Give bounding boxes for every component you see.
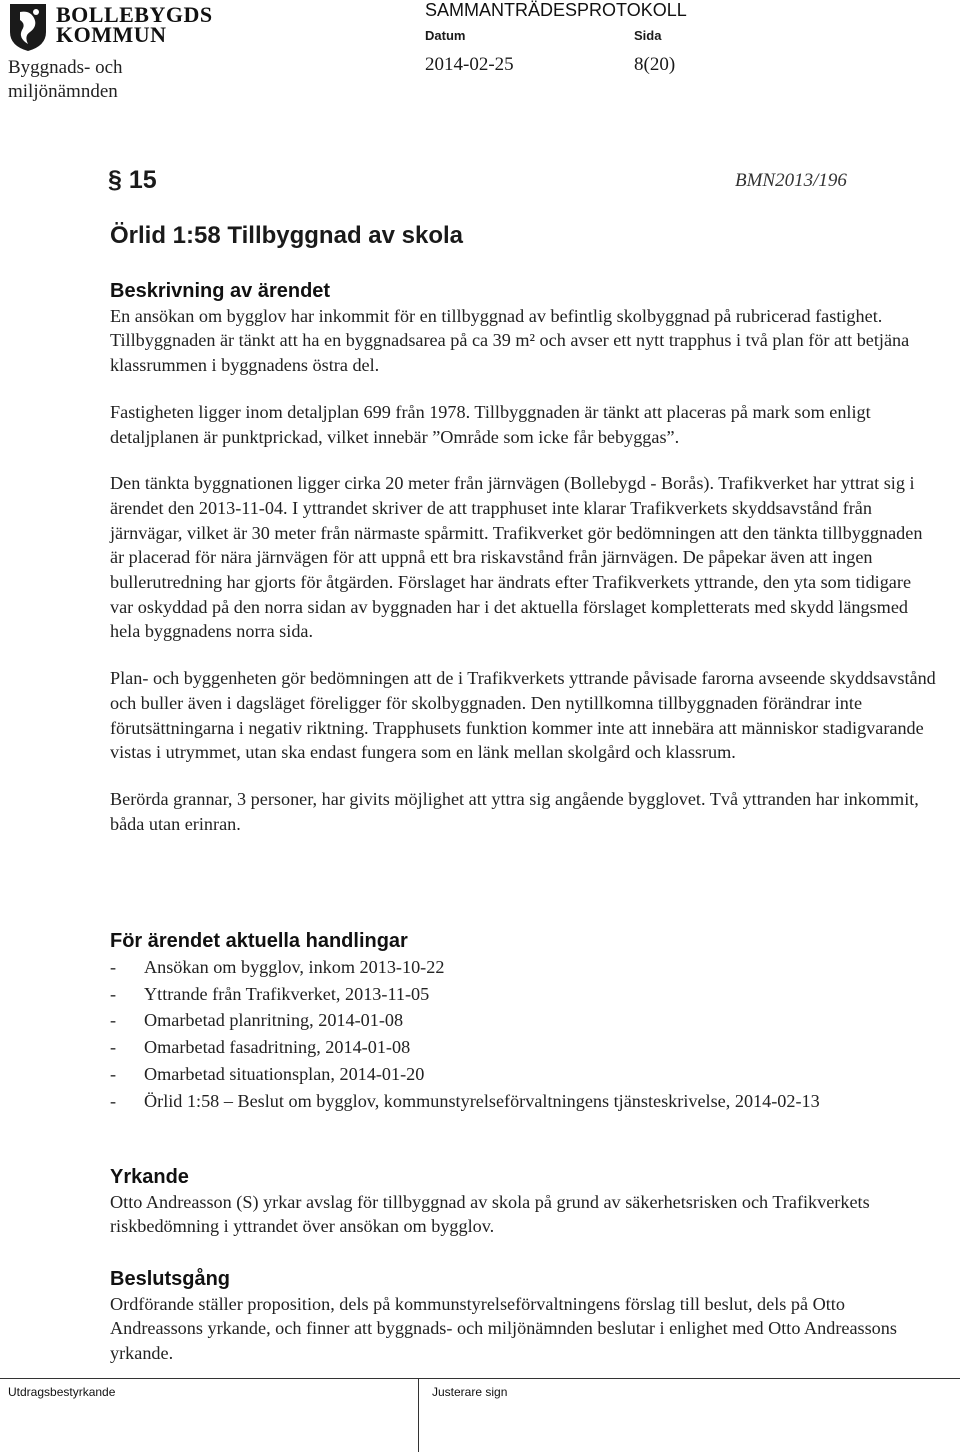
description-paragraph-3: Den tänkta byggnationen ligger cirka 20 meter från järnvägen (Bollebygd - Borås). Trafikverket har yttrat sig i ärendet den 2013-11-04. I yttrandet skriver de att trapphuset inte klarar Trafikverkets skyddsavstånd från järnvägar, vilket är 30 meter från närmaste spårmitt. Trafikverket gör bedömningen att den tänkta tillbyggnaden är placerad för nära järnvägen för att uppnå ett bra riskavstånd från järnvägen. De påpekar även att ingen bullerutredning har gjorts för åtgärden. Förslaget har ändrats efter Trafikverkets yttrande, den yta som tidigare var oskyddad på den norra sidan av byggnaden har i det aktuella förslaget kompletterats med skydd längsmed hela byggnadens norra sida. (110, 473, 923, 642)
adjuster-signature-label: Justerare sign (432, 1385, 508, 1399)
yrkande-text: Otto Andreasson (S) yrkar avslag för tillbyggnad av skola på grund av säkerhetsrisken och Trafikverkets riskbedömning i yttrandet över ansökan om bygglov. (110, 1191, 870, 1237)
committee-name-line1: Byggnads- och (8, 57, 123, 78)
list-item (110, 954, 936, 981)
page-value: 8(20) (634, 54, 676, 75)
beslutsgang-heading: Beslutsgång (110, 1268, 231, 1290)
list-item-text: Omarbetad planritning, 2014-01-08 (144, 1010, 404, 1031)
date-label: Datum (425, 28, 466, 43)
list-item (110, 981, 936, 1008)
committee-name (8, 56, 123, 104)
list-item (110, 1007, 936, 1034)
list-item (110, 1088, 936, 1115)
logo-text-line2: KOMMUN (56, 22, 167, 47)
date-value: 2014-02-25 (425, 54, 514, 75)
list-item (110, 1034, 936, 1061)
yrkande-heading: Yrkande (110, 1166, 189, 1188)
paragraph-number: § 15 (108, 166, 157, 194)
case-title: Örlid 1:58 Tillbyggnad av skola (110, 222, 464, 249)
list-dash: - (110, 1037, 117, 1058)
list-dash: - (110, 983, 117, 1004)
description-section (110, 279, 936, 836)
footer-divider (0, 1378, 960, 1379)
case-number: BMN2013/196 (735, 170, 847, 191)
description-paragraph-1: En ansökan om bygglov har inkommit för en tillbyggnad av befintlig skolbyggnad på rubricerad fastighet. Tillbyggnaden är tänkt att ha en byggnadsarea på ca 39 m² och avser ett nytt trapphus i två plan för att betjäna klassrummen i byggnadens östra del. (110, 305, 910, 376)
list-item-text: Omarbetad situationsplan, 2014-01-20 (144, 1063, 425, 1084)
committee-name-line2: miljönämnden (8, 81, 118, 102)
yrkande-section (110, 1165, 936, 1239)
description-paragraph-5: Berörda grannar, 3 personer, har givits möjlighet att yttra sig angående bygglovet. Två yttranden har inkommit, båda utan erinran. (110, 788, 919, 834)
documents-section (110, 929, 936, 1114)
protocol-title: SAMMANTRÄDESPROTOKOLL (425, 0, 687, 20)
municipality-crest-logo (8, 2, 48, 52)
documents-list (110, 954, 936, 1115)
list-dash: - (110, 1090, 117, 1111)
description-heading: Beskrivning av ärendet (110, 280, 331, 302)
description-paragraph-2: Fastigheten ligger inom detaljplan 699 från 1978. Tillbyggnaden är tänkt att placeras på mark som enligt detaljplanen är punktprickad, vilket innebär ”Område som icke får bebyggas”. (110, 401, 871, 447)
description-paragraph-4: Plan- och byggenheten gör bedömningen att de i Trafikverkets yttrande påvisade farorna avseende skyddsavstånd och buller även i dagsläget föreligger för skolbyggnaden. Den nytillkomna tillbyggnaden förändrar inte förutsättningarna i negativ riktning. Trapphusets funktion kommer inte att innebära att människor stadigvarande vistas i utrymmet, utan ska endast fungera som en länk mellan skolgård och klassrum. (110, 668, 936, 763)
list-item-text: Örlid 1:58 – Beslut om bygglov, kommunstyrelseförvaltningens tjänsteskrivelse, 2014-02-13 (144, 1090, 820, 1111)
beslutsgang-text: Ordförande ställer proposition, dels på kommunstyrelseförvaltningens förslag till beslut, dels på Otto Andreassons yrkande, och finner att byggnads- och miljönämnden beslutar i enlighet med Otto Andreassons yrkande. (110, 1293, 897, 1364)
logo-text-line1: BOLLEBYGDS (56, 2, 213, 27)
page-label: Sida (634, 28, 662, 43)
beslutsgang-section (110, 1267, 936, 1366)
list-dash: - (110, 1010, 117, 1031)
list-item-text: Ansökan om bygglov, inkom 2013-10-22 (144, 956, 445, 977)
list-item (110, 1061, 936, 1088)
list-item-text: Yttrande från Trafikverket, 2013-11-05 (144, 983, 430, 1004)
footer-column-divider (418, 1378, 419, 1452)
list-dash: - (110, 956, 117, 977)
certification-label: Utdragsbestyrkande (8, 1385, 116, 1399)
documents-heading: För ärendet aktuella handlingar (110, 930, 408, 952)
list-item-text: Omarbetad fasadritning, 2014-01-08 (144, 1037, 411, 1058)
list-dash: - (110, 1063, 117, 1084)
